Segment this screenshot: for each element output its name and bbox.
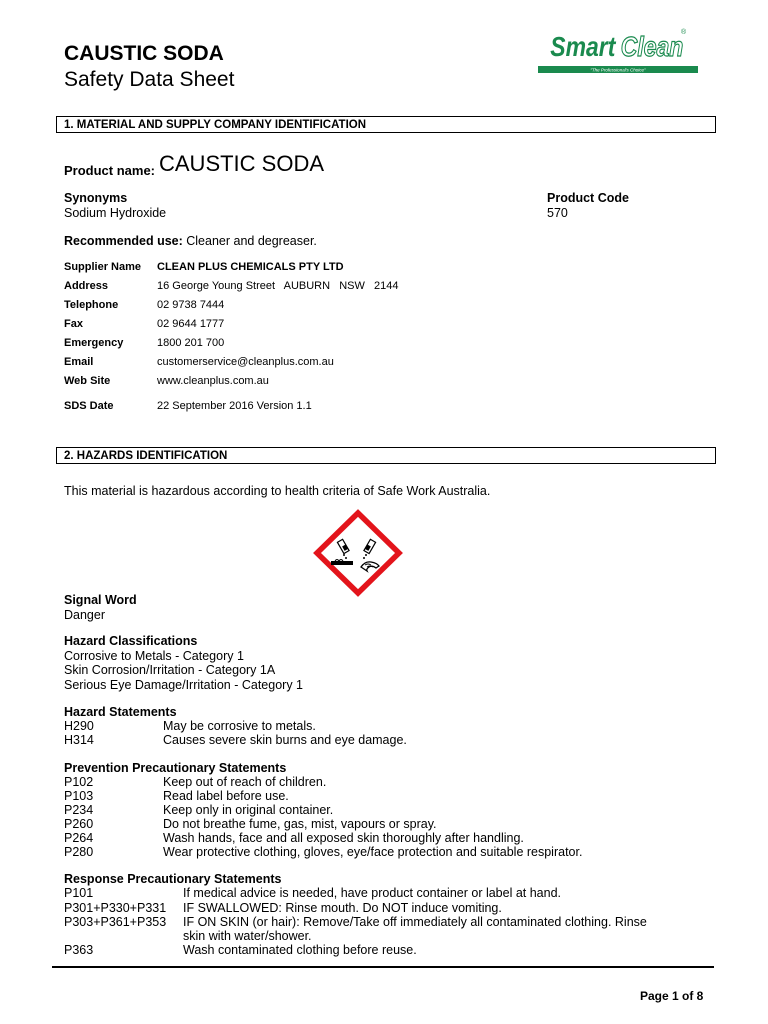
prevention-text: Do not breathe fume, gas, mist, vapours or spray. <box>163 817 437 831</box>
section-2-heading: 2. HAZARDS IDENTIFICATION <box>56 447 716 464</box>
hazard-code: H314 <box>64 733 94 747</box>
hazard-text: Causes severe skin burns and eye damage. <box>163 733 407 747</box>
response-text: IF SWALLOWED: Rinse mouth. Do NOT induce vomiting. <box>183 901 502 915</box>
fax-value: 02 9644 1777 <box>157 318 225 330</box>
email-value: customerservice@cleanplus.com.au <box>157 356 334 368</box>
prevention-text: Wash hands, face and all exposed skin thoroughly after handling. <box>163 831 524 845</box>
address-value: 16 George Young Street AUBURN NSW 2144 <box>157 280 399 292</box>
synonyms-value: Sodium Hydroxide <box>64 206 167 220</box>
telephone-value: 02 9738 7444 <box>157 299 225 311</box>
hazard-intro-text: This material is hazardous according to health criteria of Safe Work Australia. <box>64 484 491 498</box>
hazard-code: H290 <box>64 719 94 733</box>
section-1-heading: 1. MATERIAL AND SUPPLY COMPANY IDENTIFICATION <box>56 116 716 133</box>
response-code: P303+P361+P353 <box>64 915 167 929</box>
page-number: Page 1 of 8 <box>640 989 704 1003</box>
prevention-text: Wear protective clothing, gloves, eye/face protection and suitable respirator. <box>163 845 583 859</box>
emergency-label: Emergency <box>64 337 124 349</box>
response-code: P301+P330+P331 <box>64 901 167 915</box>
prevention-code: P234 <box>64 803 94 817</box>
response-text-continued: skin with water/shower. <box>183 929 312 943</box>
prevention-text: Keep only in original container. <box>163 803 334 817</box>
logo-tagline: "The Professional's Choice" <box>590 67 646 73</box>
address-label: Address <box>64 280 109 292</box>
footer-divider <box>52 966 714 968</box>
product-code-label: Product Code <box>547 191 629 205</box>
product-code-value: 570 <box>547 206 568 220</box>
telephone-label: Telephone <box>64 299 119 311</box>
fax-label: Fax <box>64 318 83 330</box>
prevention-code: P264 <box>64 831 94 845</box>
classification-item: Skin Corrosion/Irritation - Category 1A <box>64 663 276 677</box>
classification-item: Corrosive to Metals - Category 1 <box>64 649 244 663</box>
signal-word-label: Signal Word <box>64 593 137 607</box>
hazard-statements-label: Hazard Statements <box>64 705 177 719</box>
prevention-code: P280 <box>64 845 94 859</box>
logo-registered-mark: ® <box>681 29 687 36</box>
emergency-value: 1800 201 700 <box>157 337 225 349</box>
recommended-use-value: Cleaner and degreaser. <box>182 234 317 248</box>
prevention-code: P102 <box>64 775 94 789</box>
website-label: Web Site <box>64 375 111 387</box>
product-name-value: CAUSTIC SODA <box>159 151 325 176</box>
sds-date-label: SDS Date <box>64 400 114 412</box>
response-text: If medical advice is needed, have product container or label at hand. <box>183 886 562 900</box>
logo-brand-clean: Clean <box>620 31 684 63</box>
document-title: CAUSTIC SODA <box>64 42 224 65</box>
hazard-text: May be corrosive to metals. <box>163 719 316 733</box>
hazard-classifications-label: Hazard Classifications <box>64 634 198 648</box>
classification-item: Serious Eye Damage/Irritation - Category 1 <box>64 678 303 692</box>
document-subtitle: Safety Data Sheet <box>64 68 235 91</box>
logo-brand-smart: Smart <box>550 31 616 63</box>
prevention-code: P260 <box>64 817 94 831</box>
email-label: Email <box>64 356 94 368</box>
corrosion-pictogram-icon <box>313 509 403 597</box>
recommended-use <box>64 234 317 248</box>
response-code: P101 <box>64 886 94 900</box>
smartclean-logo <box>538 26 698 76</box>
prevention-statements-label: Prevention Precautionary Statements <box>64 761 287 775</box>
product-name-label: Product name: <box>64 163 156 178</box>
supplier-name-value: CLEAN PLUS CHEMICALS PTY LTD <box>157 261 344 273</box>
prevention-text: Read label before use. <box>163 789 289 803</box>
prevention-text: Keep out of reach of children. <box>163 775 327 789</box>
sds-date-value: 22 September 2016 Version 1.1 <box>157 400 312 412</box>
website-value: www.cleanplus.com.au <box>157 375 269 387</box>
synonyms-label: Synonyms <box>64 191 128 205</box>
response-text: Wash contaminated clothing before reuse. <box>183 943 417 957</box>
recommended-use-label: Recommended use: <box>64 234 183 248</box>
signal-word-value: Danger <box>64 608 105 622</box>
response-code: P363 <box>64 943 94 957</box>
response-statements-label: Response Precautionary Statements <box>64 872 282 886</box>
prevention-code: P103 <box>64 789 94 803</box>
response-text: IF ON SKIN (or hair): Remove/Take off immediately all contaminated clothing. Rinse <box>183 915 647 929</box>
supplier-name-label: Supplier Name <box>64 261 142 273</box>
